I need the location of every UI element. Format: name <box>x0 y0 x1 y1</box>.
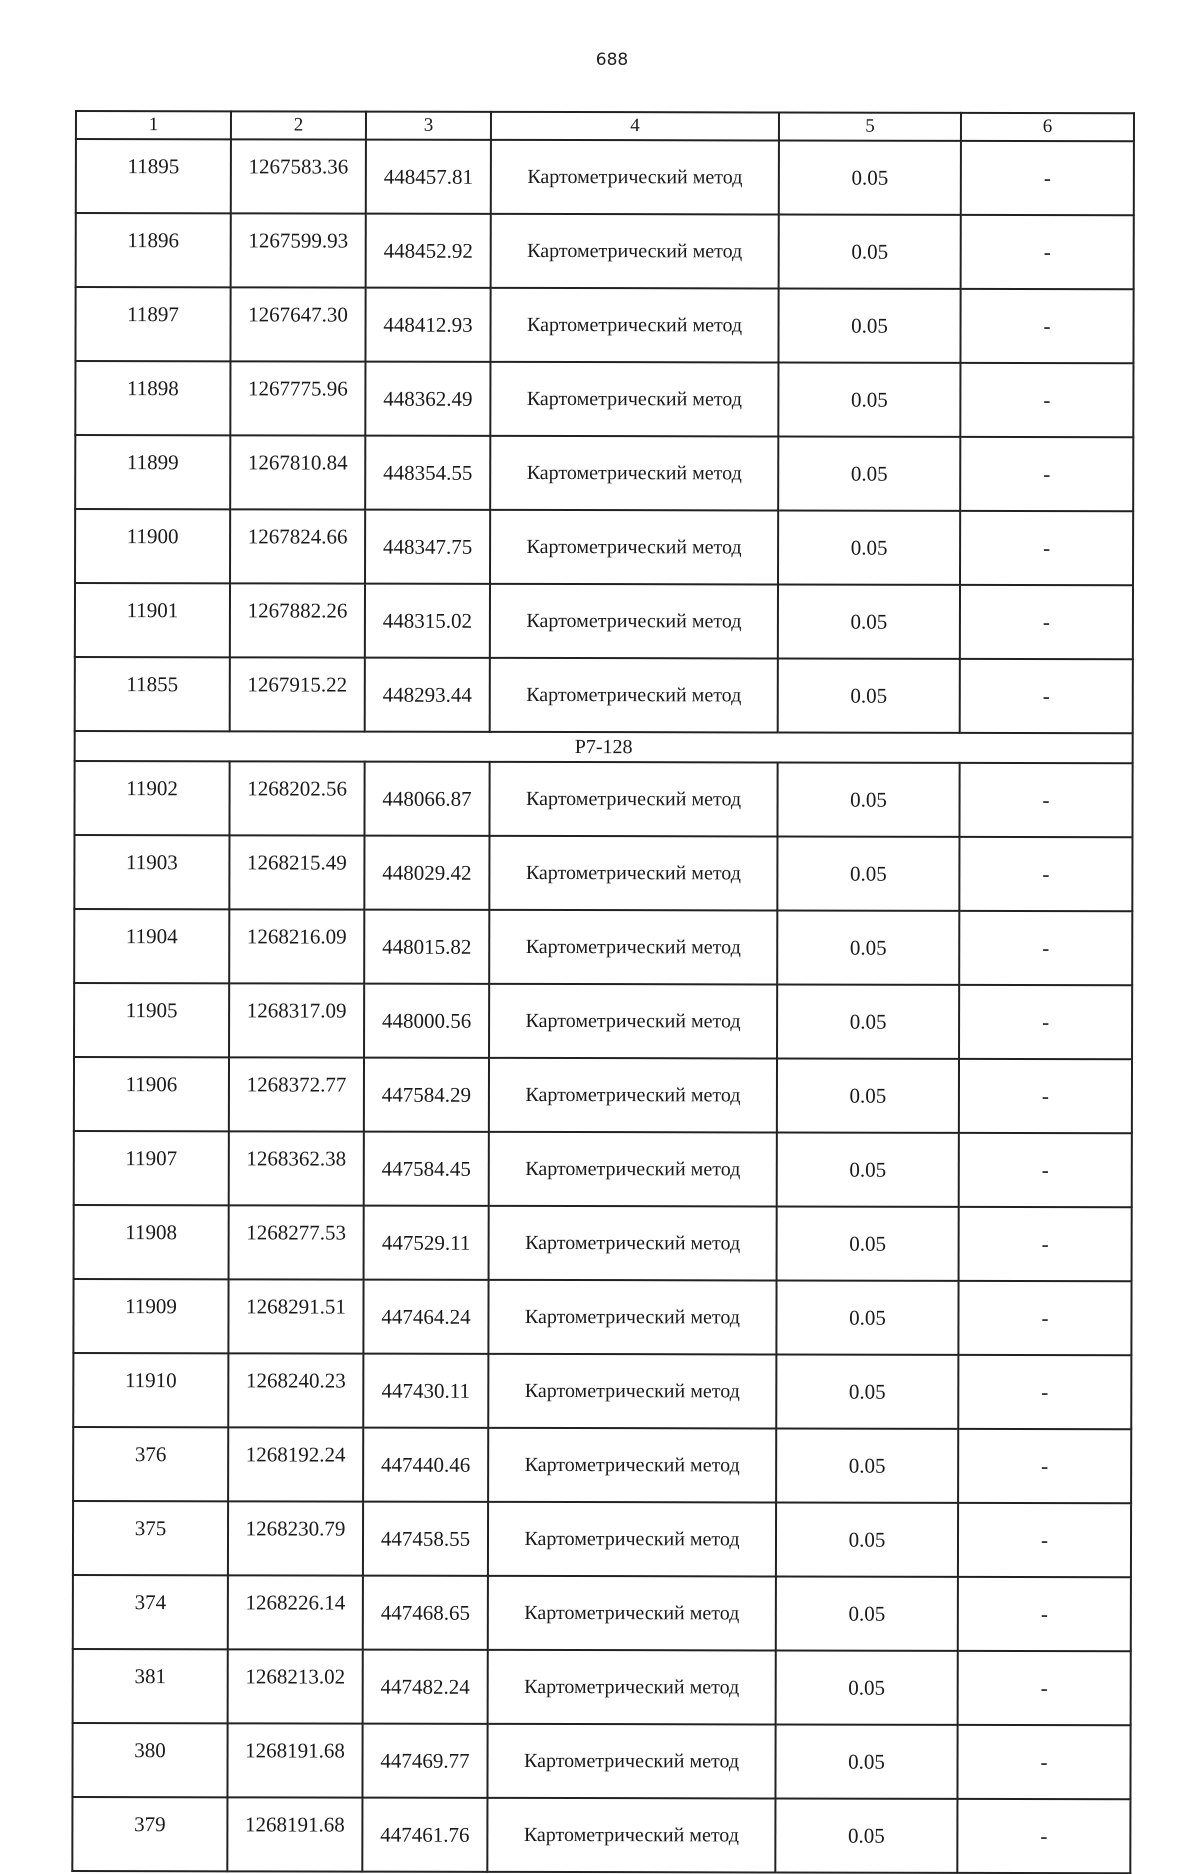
table-row <box>74 1057 1132 1133</box>
point-number-cell: 11903 <box>74 835 229 909</box>
accuracy-cell: 0.05 <box>778 436 960 510</box>
accuracy-cell: 0.05 <box>777 910 959 984</box>
y-coordinate-cell: 448015.82 <box>364 910 489 984</box>
accuracy-cell: 0.05 <box>779 140 961 214</box>
point-number-cell: 380 <box>72 1723 227 1797</box>
method-cell: Картометрический метод <box>488 1428 776 1503</box>
table-header-row <box>76 111 1134 141</box>
description-cell: - <box>960 511 1133 585</box>
point-number-cell: 379 <box>72 1797 227 1871</box>
point-number-cell: 11910 <box>73 1353 228 1427</box>
point-number-cell: 11906 <box>74 1057 229 1131</box>
method-cell: Картометрический метод <box>490 510 778 585</box>
description-cell: - <box>961 141 1134 215</box>
accuracy-cell: 0.05 <box>777 1132 959 1206</box>
x-coordinate-cell: 1268230.79 <box>228 1501 363 1575</box>
accuracy-cell: 0.05 <box>776 1576 958 1650</box>
method-cell: Картометрический метод <box>491 140 779 215</box>
description-cell: - <box>958 1355 1131 1429</box>
x-coordinate-cell: 1268215.49 <box>229 835 364 909</box>
table-row <box>73 1279 1131 1355</box>
x-coordinate-cell: 1267599.93 <box>231 213 366 287</box>
description-cell: - <box>959 1207 1132 1281</box>
accuracy-cell: 0.05 <box>778 510 960 584</box>
description-cell: - <box>957 1799 1130 1873</box>
point-number-cell: 11908 <box>74 1205 229 1279</box>
y-coordinate-cell: 448452.92 <box>366 214 491 288</box>
method-cell: Картометрический метод <box>489 1058 777 1133</box>
description-cell: - <box>959 837 1132 911</box>
x-coordinate-cell: 1268213.02 <box>228 1649 363 1723</box>
x-coordinate-cell: 1267810.84 <box>230 435 365 509</box>
x-coordinate-cell: 1268362.38 <box>229 1131 364 1205</box>
y-coordinate-cell: 447584.45 <box>364 1132 489 1206</box>
point-number-cell: 374 <box>73 1575 228 1649</box>
y-coordinate-cell: 448293.44 <box>365 658 490 732</box>
point-number-cell: 11900 <box>75 509 230 583</box>
table-row <box>75 657 1133 733</box>
description-cell: - <box>959 763 1132 837</box>
x-coordinate-cell: 1268191.68 <box>227 1723 362 1797</box>
description-cell: - <box>960 363 1133 437</box>
accuracy-cell: 0.05 <box>779 214 961 288</box>
y-coordinate-cell: 448066.87 <box>364 762 489 836</box>
y-coordinate-cell: 448412.93 <box>365 288 490 362</box>
description-cell: - <box>960 585 1133 659</box>
method-cell: Картометрический метод <box>488 1576 776 1651</box>
y-coordinate-cell: 447482.24 <box>363 1650 488 1724</box>
x-coordinate-cell: 1267775.96 <box>230 361 365 435</box>
x-coordinate-cell: 1268226.14 <box>228 1575 363 1649</box>
method-cell: Картометрический метод <box>490 658 778 733</box>
accuracy-cell: 0.05 <box>775 1798 957 1872</box>
point-number-cell: 376 <box>73 1427 228 1501</box>
x-coordinate-cell: 1268191.68 <box>227 1797 362 1871</box>
accuracy-cell: 0.05 <box>776 1650 958 1724</box>
description-cell: - <box>958 1281 1131 1355</box>
x-coordinate-cell: 1268240.23 <box>228 1353 363 1427</box>
y-coordinate-cell: 448315.02 <box>365 584 490 658</box>
x-coordinate-cell: 1268291.51 <box>228 1279 363 1353</box>
description-cell: - <box>960 659 1133 733</box>
table-row <box>76 139 1134 215</box>
y-coordinate-cell: 447461.76 <box>362 1798 487 1872</box>
point-number-cell: 11896 <box>76 213 231 287</box>
description-cell: - <box>960 437 1133 511</box>
table-row <box>73 1501 1131 1577</box>
description-cell: - <box>959 985 1132 1059</box>
table-row <box>73 1353 1131 1429</box>
x-coordinate-cell: 1267915.22 <box>230 657 365 731</box>
x-coordinate-cell: 1268277.53 <box>229 1205 364 1279</box>
accuracy-cell: 0.05 <box>776 1502 958 1576</box>
table-row <box>74 835 1132 911</box>
accuracy-cell: 0.05 <box>778 658 960 732</box>
y-coordinate-cell: 447440.46 <box>363 1428 488 1502</box>
column-header: 1 <box>76 111 231 139</box>
page-number: 688 <box>595 50 629 70</box>
point-number-cell: 11907 <box>74 1131 229 1205</box>
table-row <box>74 1131 1132 1207</box>
point-number-cell: 381 <box>73 1649 228 1723</box>
method-cell: Картометрический метод <box>488 1280 776 1355</box>
y-coordinate-cell: 448354.55 <box>365 436 490 510</box>
y-coordinate-cell: 447468.65 <box>363 1576 488 1650</box>
y-coordinate-cell: 447469.77 <box>362 1724 487 1798</box>
y-coordinate-cell: 447464.24 <box>363 1280 488 1354</box>
method-cell: Картометрический метод <box>490 584 778 659</box>
table-row <box>75 435 1133 511</box>
accuracy-cell: 0.05 <box>778 362 960 436</box>
table-row <box>75 583 1133 659</box>
y-coordinate-cell: 448000.56 <box>364 984 489 1058</box>
accuracy-cell: 0.05 <box>777 836 959 910</box>
method-cell: Картометрический метод <box>490 288 778 363</box>
method-cell: Картометрический метод <box>489 984 777 1059</box>
table-row <box>72 1723 1130 1799</box>
table-row <box>75 287 1133 363</box>
description-cell: - <box>958 1577 1131 1651</box>
method-cell: Картометрический метод <box>488 1650 776 1725</box>
column-header: 4 <box>491 112 779 141</box>
section-label: Р7-128 <box>75 731 1133 763</box>
table-row <box>73 1649 1131 1725</box>
column-header: 2 <box>231 111 366 139</box>
method-cell: Картометрический метод <box>488 1502 776 1577</box>
accuracy-cell: 0.05 <box>777 762 959 836</box>
column-header: 5 <box>779 112 961 140</box>
x-coordinate-cell: 1268202.56 <box>229 761 364 835</box>
column-header: 6 <box>961 113 1134 141</box>
y-coordinate-cell: 447430.11 <box>363 1354 488 1428</box>
method-cell: Картометрический метод <box>489 836 777 911</box>
accuracy-cell: 0.05 <box>777 1206 959 1280</box>
table-row <box>74 1205 1132 1281</box>
point-number-cell: 375 <box>73 1501 228 1575</box>
accuracy-cell: 0.05 <box>776 1354 958 1428</box>
point-number-cell: 11899 <box>75 435 230 509</box>
table-row <box>75 361 1133 437</box>
table-row <box>74 909 1132 985</box>
accuracy-cell: 0.05 <box>778 584 960 658</box>
table-row <box>74 983 1132 1059</box>
method-cell: Картометрический метод <box>490 436 778 511</box>
accuracy-cell: 0.05 <box>777 984 959 1058</box>
description-cell: - <box>958 1503 1131 1577</box>
point-number-cell: 11895 <box>76 139 231 213</box>
table-row <box>74 761 1132 837</box>
x-coordinate-cell: 1268317.09 <box>229 983 364 1057</box>
x-coordinate-cell: 1267583.36 <box>231 139 366 213</box>
point-number-cell: 11902 <box>74 761 229 835</box>
point-number-cell: 11897 <box>75 287 230 361</box>
description-cell: - <box>959 911 1132 985</box>
y-coordinate-cell: 447458.55 <box>363 1502 488 1576</box>
section-row <box>75 731 1133 763</box>
y-coordinate-cell: 448457.81 <box>366 140 491 214</box>
y-coordinate-cell: 448347.75 <box>365 510 490 584</box>
y-coordinate-cell: 447584.29 <box>364 1058 489 1132</box>
accuracy-cell: 0.05 <box>777 1058 959 1132</box>
description-cell: - <box>960 289 1133 363</box>
description-cell: - <box>958 1651 1131 1725</box>
x-coordinate-cell: 1267882.26 <box>230 583 365 657</box>
y-coordinate-cell: 447529.11 <box>364 1206 489 1280</box>
accuracy-cell: 0.05 <box>776 1280 958 1354</box>
description-cell: - <box>959 1059 1132 1133</box>
table-row <box>73 1427 1131 1503</box>
method-cell: Картометрический метод <box>489 762 777 837</box>
method-cell: Картометрический метод <box>489 910 777 985</box>
table-body <box>72 111 1134 1873</box>
description-cell: - <box>958 1429 1131 1503</box>
point-number-cell: 11905 <box>74 983 229 1057</box>
description-cell: - <box>961 215 1134 289</box>
point-number-cell: 11898 <box>75 361 230 435</box>
point-number-cell: 11855 <box>75 657 230 731</box>
method-cell: Картометрический метод <box>489 1132 777 1207</box>
method-cell: Картометрический метод <box>487 1798 775 1873</box>
method-cell: Картометрический метод <box>490 362 778 437</box>
table-row <box>76 213 1134 289</box>
method-cell: Картометрический метод <box>487 1724 775 1799</box>
accuracy-cell: 0.05 <box>775 1724 957 1798</box>
x-coordinate-cell: 1268372.77 <box>229 1057 364 1131</box>
method-cell: Картометрический метод <box>488 1354 776 1429</box>
accuracy-cell: 0.05 <box>778 288 960 362</box>
method-cell: Картометрический метод <box>491 214 779 289</box>
x-coordinate-cell: 1267824.66 <box>230 509 365 583</box>
x-coordinate-cell: 1268216.09 <box>229 909 364 983</box>
table-row <box>73 1575 1131 1651</box>
table-row <box>75 509 1133 585</box>
point-number-cell: 11909 <box>73 1279 228 1353</box>
y-coordinate-cell: 448362.49 <box>365 362 490 436</box>
point-number-cell: 11901 <box>75 583 230 657</box>
x-coordinate-cell: 1267647.30 <box>230 287 365 361</box>
x-coordinate-cell: 1268192.24 <box>228 1427 363 1501</box>
y-coordinate-cell: 448029.42 <box>364 836 489 910</box>
description-cell: - <box>957 1725 1130 1799</box>
accuracy-cell: 0.05 <box>776 1428 958 1502</box>
coordinates-table <box>71 110 1135 1874</box>
table-row <box>72 1797 1130 1873</box>
point-number-cell: 11904 <box>74 909 229 983</box>
column-header: 3 <box>366 112 491 140</box>
method-cell: Картометрический метод <box>489 1206 777 1281</box>
description-cell: - <box>959 1133 1132 1207</box>
